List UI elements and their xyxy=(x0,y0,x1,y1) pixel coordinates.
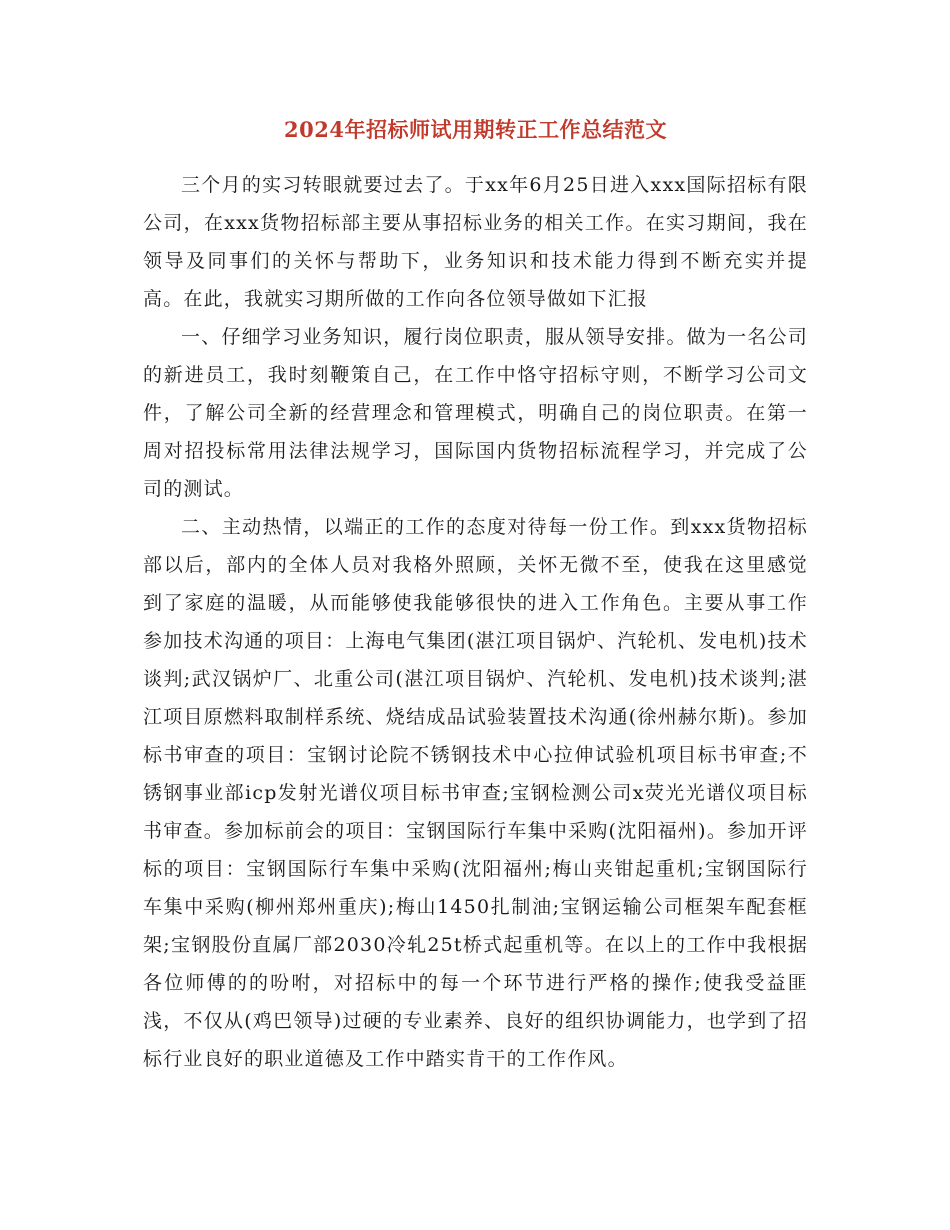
paragraph-section-two: 二、主动热情，以端正的工作的态度对待每一份工作。到xxx货物招标部以后，部内的全体人员对我格外照顾，关怀无微不至，使我在这里感觉到了家庭的温暖，从而能够使我能够很快的进入工作角色。主要从事工作参加技术沟通的项目：上海电气集团(湛江项目锅炉、汽轮机、发电机)技术谈判;武汉锅炉厂、北重公司(湛江项目锅炉、汽轮机、发电机)技术谈判;湛江项目原燃料取制样系统、烧结成品试验装置技术沟通(徐州赫尔斯)。参加标书审查的项目：宝钢讨论院不锈钢技术中心拉伸试验机项目标书审查;不锈钢事业部icp发射光谱仪项目标书审查;宝钢检测公司x荧光光谱仪项目标书审查。参加标前会的项目：宝钢国际行车集中采购(沈阳福州)。参加开评标的项目：宝钢国际行车集中采购(沈阳福州;梅山夹钳起重机;宝钢国际行车集中采购(柳州郑州重庆);梅山1450扎制油;宝钢运输公司框架车配套框架;宝钢股份直属厂部2030冷轧25t桥式起重机等。在以上的工作中我根据各位师傅的的吩咐，对招标中的每一个环节进行严格的操作;使我受益匪浅，不仅从(鸡巴领导)过硬的专业素养、良好的组织协调能力，也学到了招标行业良好的职业道德及工作中踏实肯干的工作作风。 xyxy=(143,516,808,1070)
paragraph-intro: 三个月的实习转眼就要过去了。于xx年6月25日进入xxx国际招标有限公司，在xxx货物招标部主要从事招标业务的相关工作。在实习期间，我在领导及同事们的关怀与帮助下，业务知识和技术能力得到不断充实并提高。在此，我就实习期所做的工作向各位领导做如下汇报 xyxy=(143,174,808,310)
document-page xyxy=(143,108,808,1078)
document-title: 2024年招标师试用期转正工作总结范文 xyxy=(284,117,667,142)
paragraph-section-one: 一、仔细学习业务知识，履行岗位职责，服从领导安排。做为一名公司的新进员工，我时刻鞭策自己，在工作中恪守招标守则，不断学习公司文件，了解公司全新的经营理念和管理模式，明确自己的岗位职责。在第一周对招投标常用法律法规学习，国际国内货物招标流程学习，并完成了公司的测试。 xyxy=(143,326,808,500)
